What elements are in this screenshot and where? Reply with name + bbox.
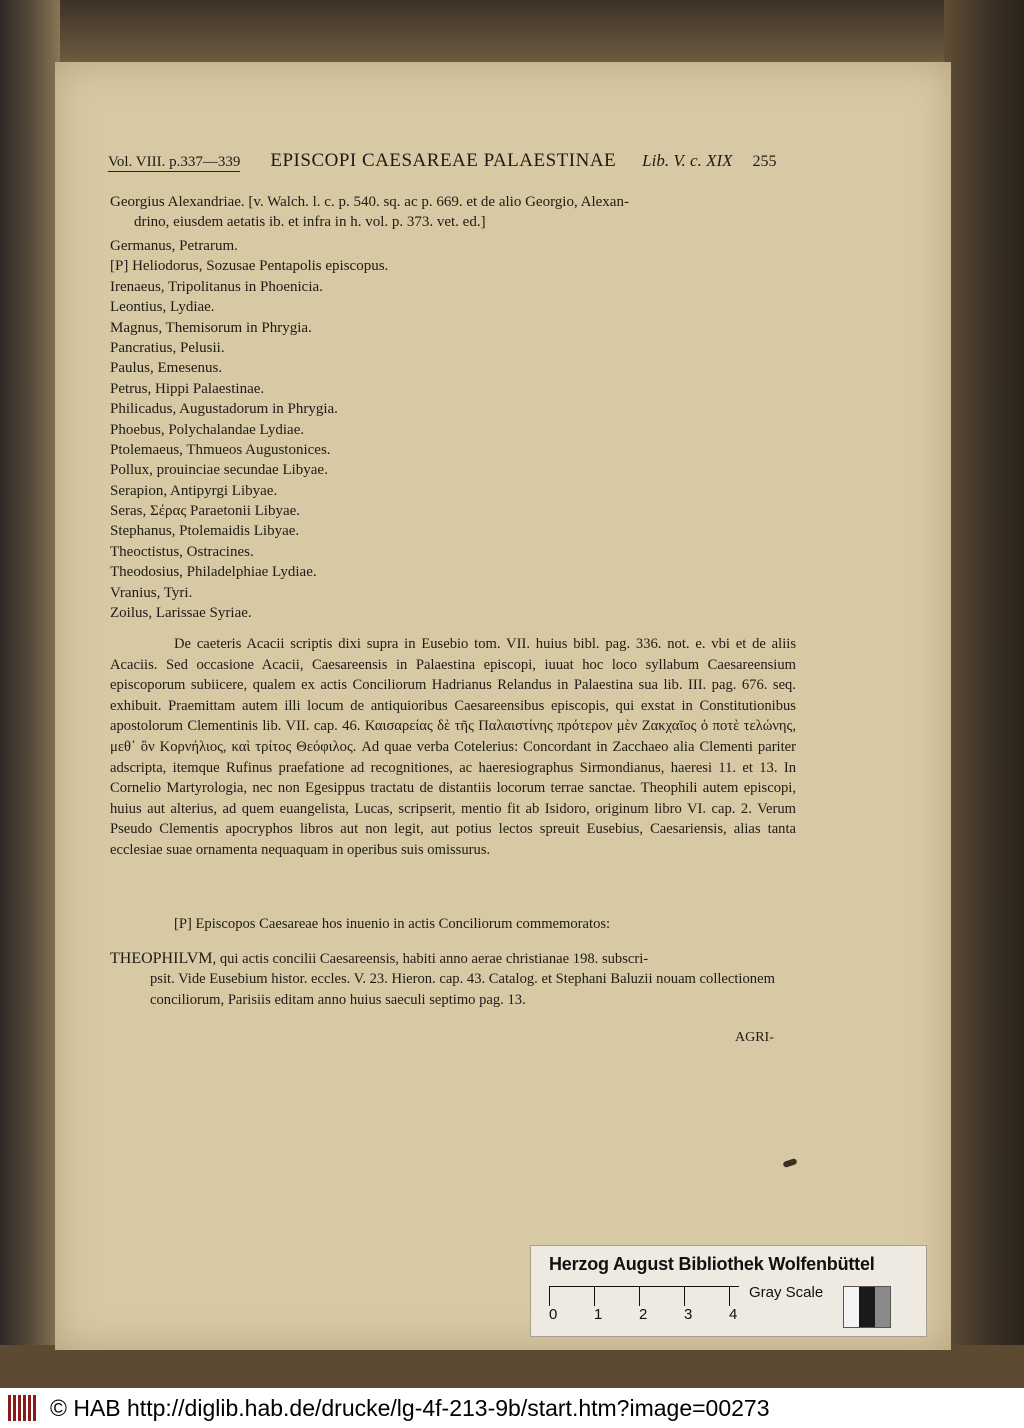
running-header — [108, 150, 798, 182]
list-item: Leontius, Lydiae. — [110, 299, 215, 316]
body-paragraph — [110, 634, 796, 861]
scan-background-right — [944, 0, 1024, 1388]
list-item: Zoilus, Larissae Syriae. — [110, 605, 252, 622]
list-item: Ptolemaeus, Thmueos Augustonices. — [110, 441, 331, 458]
section-caesarea — [110, 914, 796, 1010]
list-item: Pollux, prouinciae secundae Libyae. — [110, 462, 328, 479]
gray-scale-label: Gray Scale — [749, 1284, 824, 1301]
ruler-tick — [549, 1286, 550, 1306]
gray-swatch-gray — [875, 1287, 890, 1327]
scan-background-bottom — [0, 1345, 1024, 1388]
list-item: [P] Heliodorus, Sozusae Pentapolis episcopus. — [110, 258, 389, 275]
list-item: Magnus, Themisorum in Phrygia. — [110, 319, 312, 336]
list-item: Theoctistus, Ostracines. — [110, 543, 254, 560]
ruler-scale — [549, 1286, 739, 1328]
ruler-number: 3 — [684, 1306, 693, 1323]
list-item: Theodosius, Philadelphiae Lydiae. — [110, 564, 317, 581]
ruler-tick — [729, 1286, 730, 1306]
entry-name: THEOPHILVM — [110, 949, 213, 967]
gray-swatch-white — [844, 1287, 859, 1327]
list-item: Phoebus, Polychalandae Lydiae. — [110, 421, 305, 438]
library-color-scale-card — [530, 1245, 927, 1337]
page-number: 255 — [752, 153, 777, 170]
list-item: Germanus, Petrarum. — [110, 238, 238, 254]
ruler-number: 4 — [729, 1306, 738, 1323]
scan-background-top — [0, 0, 1024, 60]
list-item: Vranius, Tyri. — [110, 584, 193, 601]
list-item: Paulus, Emesenus. — [110, 360, 223, 377]
scan-background-left — [0, 0, 60, 1388]
ruler-tick — [594, 1286, 595, 1306]
header-volume: Vol. VIII. p.337—339 — [108, 154, 241, 170]
ruler-number: 2 — [639, 1306, 648, 1323]
gray-swatch-black — [859, 1287, 874, 1327]
bishop-list — [110, 236, 610, 623]
list-item: Petrus, Hippi Palaestinae. — [110, 380, 265, 397]
list-item: Philicadus, Augustadorum in Phrygia. — [110, 401, 338, 418]
header-book-chapter: Lib. V. c. XIX — [642, 151, 733, 170]
section-heading: [P] Episcopos Caesareae hos inuenio in actis Conciliorum commemoratos: — [174, 916, 611, 932]
list-item: Seras, Σέρας Paraetonii Libyae. — [110, 503, 301, 520]
list-item: Serapion, Antipyrgi Libyae. — [110, 482, 278, 499]
ruler-number: 1 — [594, 1306, 603, 1323]
header-title: EPISCOPI CAESAREAE PALAESTINAE — [270, 150, 617, 171]
intro-entry — [110, 192, 796, 232]
ruler-number: 0 — [549, 1306, 558, 1323]
paragraph-text: De caeteris Acacii scriptis dixi supra in Eusebio tom. VII. huius bibl. pag. 336. not. e. vbi et de aliis Acaciis. Sed occasione Acacii, Caesareensis in Palaestina episcopi, iuuat hoc loco syllabum Caesareensium episcoporum subiicere, qualem ex actis Conciliorum Hadrianus Relandus in Palaestina sua lib. III. pag. 676. seq. exhibuit. Praemittam autem illi locum de antiquioribus Caesareensibus episcopis, qui exstat in Constitutionibus apostolorum Clementinis lib. VII. cap. 46. Καισαρείας δὲ τῆς Παλαιστίνης πρότερον μὲν Ζακχαῖος ὁ ποτὲ τελώνης, μεθ᾽ ὃν Κορνήλιος, καὶ τρίτος Θεόφιλος. Ad quae verba Cotelerius: Concordant in Zacchaeo alia Clementi pariter adscripta, itemque Rufinus praefatione ad recognitiones, ac haeresiographus Sirmondianus, haeresi 11. et 13. In Cornelio Martyrologia, nec non Egesippus tractatu de distantiis locorum terrae sanctae. Theophili autem episcopi, huius aut alterius, ad quem euangelista, Lucas, scripserit, mentio fit ab Isidoro, originum libro VI. cap. 2. Verum Pseudo Clementis apocryphos libros aut non legit, aut potius lectos spreuit Eusebius, Caesariensis, alias tanta ecclesiae suae ornamenta nequaquam in operibus suis omissurus. — [110, 636, 796, 858]
intro-line-1: Georgius Alexandriae. [v. Walch. l. c. p. 540. sq. ac p. 669. et de alio Georgio, Alexan- — [110, 194, 629, 210]
entry-continuation: psit. Vide Eusebium histor. eccles. V. 23. Hieron. cap. 43. Catalog. et Stephani Baluzii nouam collectionem conciliorum, Parisiis editam anno huius saeculi septimo pag. 13. — [150, 971, 775, 1008]
intro-line-2: drino, eiusdem aetatis ib. et infra in h. vol. p. 373. vet. ed.] — [134, 214, 486, 230]
list-item: Pancratius, Pelusii. — [110, 339, 225, 356]
gray-scale-swatches — [843, 1286, 891, 1328]
list-item: Irenaeus, Tripolitanus in Phoenicia. — [110, 278, 323, 295]
entry-line-1: , qui actis concilii Caesareensis, habiti anno aerae christianae 198. subscri- — [212, 950, 649, 967]
theophilum-entry — [110, 949, 796, 1011]
list-item: Stephanus, Ptolemaidis Libyae. — [110, 523, 300, 540]
ruler-tick — [684, 1286, 685, 1306]
catchword: AGRI- — [735, 1030, 774, 1045]
library-name: Herzog August Bibliothek Wolfenbüttel — [549, 1254, 875, 1274]
ruler-line — [549, 1286, 739, 1287]
ruler-tick — [639, 1286, 640, 1306]
hab-logo-icon — [8, 1395, 36, 1421]
footer-copyright-url[interactable]: © HAB http://diglib.hab.de/drucke/lg-4f-213-9b/start.htm?image=00273 — [50, 1394, 770, 1421]
footer-bar — [0, 1388, 1024, 1428]
